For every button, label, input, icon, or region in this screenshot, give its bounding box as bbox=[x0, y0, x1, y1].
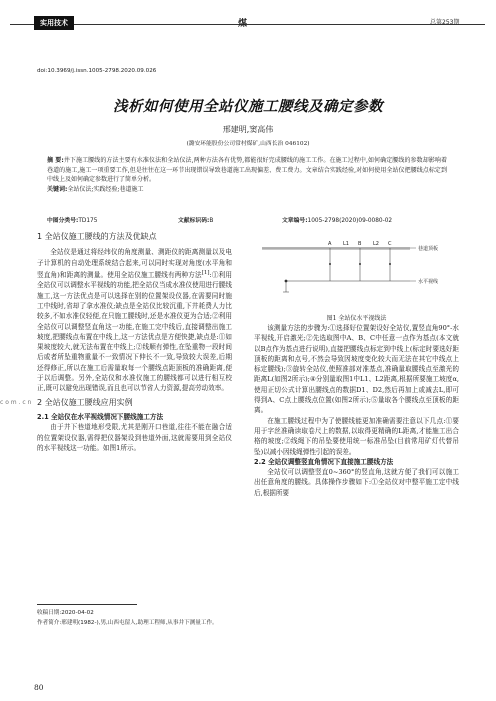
paragraph: 全站仪是通过将经纬仪的角度测量、测距仪的距离测量以及电子计算机的自动处理系统结合起来,可以同时实现对角度(水平角和竖直角)和距离的测量。使用全站仪施工腰线有两种方法[1]:①利用全站仪可以调整水平视线的功能,把全站仪当成水准仪使用进行腰线施工,这一方法优点是可以选择在别的位置架设仪器,在需要同时施工中线时,省却了拿水准仪;缺点是全站仪比较沉重,下井耗费人力比较多,不如水准仪轻便,在只施工腰线时,还是水准仪更为合适;②利用全站仪可以调整竖直角这一功能,在施工完中线后,直接调整出施工坡度,把腰线点布置在中线上,这一方法优点是方便快捷,缺点是:①如果坡度较大,就无法布置在中线上;②线顺有弹性,在坠重物一段时间后或者所坠重物重量不一致情况下伸长不一致,导致较大误差,后期还得修正,所以在施工后需量取每一个腰线点距顶板的准确距离,便于以后调整。另外,全站仪和水准仪施工的腰线都可以进行相互校正,既可以避免出现错误,而且也可以节省人力资源,提高劳动效率。 bbox=[37, 248, 232, 393]
section-tag: 实用技术 bbox=[34, 16, 74, 30]
watermark: c o m . c n bbox=[0, 399, 32, 406]
label-C: C bbox=[388, 241, 392, 247]
affiliation: (潞安环能股份公司常村煤矿,山西长治 046102) bbox=[186, 141, 310, 147]
label-A: A bbox=[328, 241, 332, 247]
paragraph: 该测量方法的步骤为:①选择好位置架设好全站仪,置竖直角90°-水平视线,开启激光;②先选取图中A、B、C中任意一点作为基点(本文就以B点作为基点进行说明),直接把腰线点标定到中线上(标定时要选好距顶板的距离和点号,不然会导致因坡度变化较大而无法在其它中线点上标定腰线);③旋转全站仪,使照准部对准基点,准确量取腰线点至激光的距离L(如图2所示);④分别量取图1中L1、L2距离,根据所要施工坡度α,使用正切公式计算出腰线点的数据D1、D2,然后再加上或减去L,即可得到A、C点上腰线点位置(如图2所示);⑤量取各个腰线点至顶板的距离。 bbox=[254, 324, 459, 415]
footnote-rule bbox=[37, 604, 137, 605]
article-number: 文章编号:1005-2798(2020)09-0080-02 bbox=[282, 218, 393, 224]
paragraph: 全站仪可以调整竖直0~360°的竖直角,这就方便了我们可以施工出任意角度的腰线。具体操作步骤如下:①全站仪对中整平施工定中线后,根据所要 bbox=[254, 468, 459, 497]
figure-1-diagram bbox=[262, 234, 458, 308]
doi[interactable]: doi:10.3969/j.issn.1005-2798.2020.09.026 bbox=[37, 68, 157, 74]
header-rule bbox=[10, 24, 485, 25]
subsection-heading-2-1: 2.1 全站仪在水平视线情况下腰线施工方法 bbox=[37, 412, 164, 421]
label-horizontal-sight: 水平视线 bbox=[418, 279, 439, 285]
label-B: B bbox=[358, 241, 362, 247]
abstract-label: 摘 要: bbox=[47, 157, 64, 164]
issue-number: 总第253期 bbox=[430, 19, 460, 26]
label-roof: 巷道顶板 bbox=[418, 246, 439, 252]
paragraph: 在施工腰线过程中为了使腰线能更加准确需要注意以下几点:①要用于字丝准确读取卷尺上的数据,以取得更精确的L距离,才能施工出合格的坡度;②线绳下的吊坠要使用统一标准吊坠(目前常用矿灯代替吊坠)以减小因线绳弹性引起的误差。 bbox=[254, 416, 459, 456]
right-column bbox=[254, 323, 459, 498]
journal-logo: 煤 bbox=[238, 19, 248, 29]
keywords: 全站仪法;实践经验;巷道施工 bbox=[67, 185, 144, 193]
keywords-label: 关键词: bbox=[47, 185, 68, 193]
abstract bbox=[47, 156, 447, 194]
left-column bbox=[37, 232, 232, 453]
section-heading-2: 2 全站仪施工腰线应用实例 bbox=[37, 397, 133, 407]
doc-code: 文献标识码:B bbox=[178, 218, 214, 224]
figure-1-caption: 图1 全站仪水平视线法 bbox=[326, 315, 387, 322]
paragraph: 由于井下巷道地形受限,尤其是刚开口巷道,往往不能在融合适的位置架设仪器,需得把仪器架设到巷道外面,这就需要用到全站仪的水平视线这一功能。如图1所示。 bbox=[37, 423, 232, 452]
page-number: 80 bbox=[34, 683, 44, 692]
authors: 邢建明,窦高伟 bbox=[222, 125, 274, 134]
received-date: 收稿日期:2020-04-02 bbox=[37, 610, 94, 616]
clc: 中图分类号:TD175 bbox=[47, 218, 98, 224]
article-title: 浅析如何使用全站仪施工腰线及确定参数 bbox=[113, 98, 383, 115]
section-heading-1: 1 全站仪施工腰线的方法及优缺点 bbox=[37, 232, 157, 241]
subsection-heading-2-2: 2.2 全站仪调整竖直角情况下直接施工腰线方法 bbox=[254, 457, 394, 466]
label-L1: L1 bbox=[343, 241, 349, 247]
label-L2: L2 bbox=[373, 241, 379, 247]
abstract-text: 井下施工腰线的方法主要有水准仪法和全站仪法,两种方法各有优势,都能很好完成腰线的施工工作。在施工过程中,如何确定腰线的参数却影响着巷道的施工,施工一项重要工作,但是往往在这一环节出现错误导致巷道施工出现偏差、费工费力。文章结合实践经验,对如何使用全站仪把腰线点标定到中线上及如何确定参数进行了简单分析。 bbox=[47, 157, 447, 183]
author-bio: 作者简介:邢建明(1982-),男,山西屯留人,助理工程师,从事井下测量工作。 bbox=[37, 620, 218, 626]
